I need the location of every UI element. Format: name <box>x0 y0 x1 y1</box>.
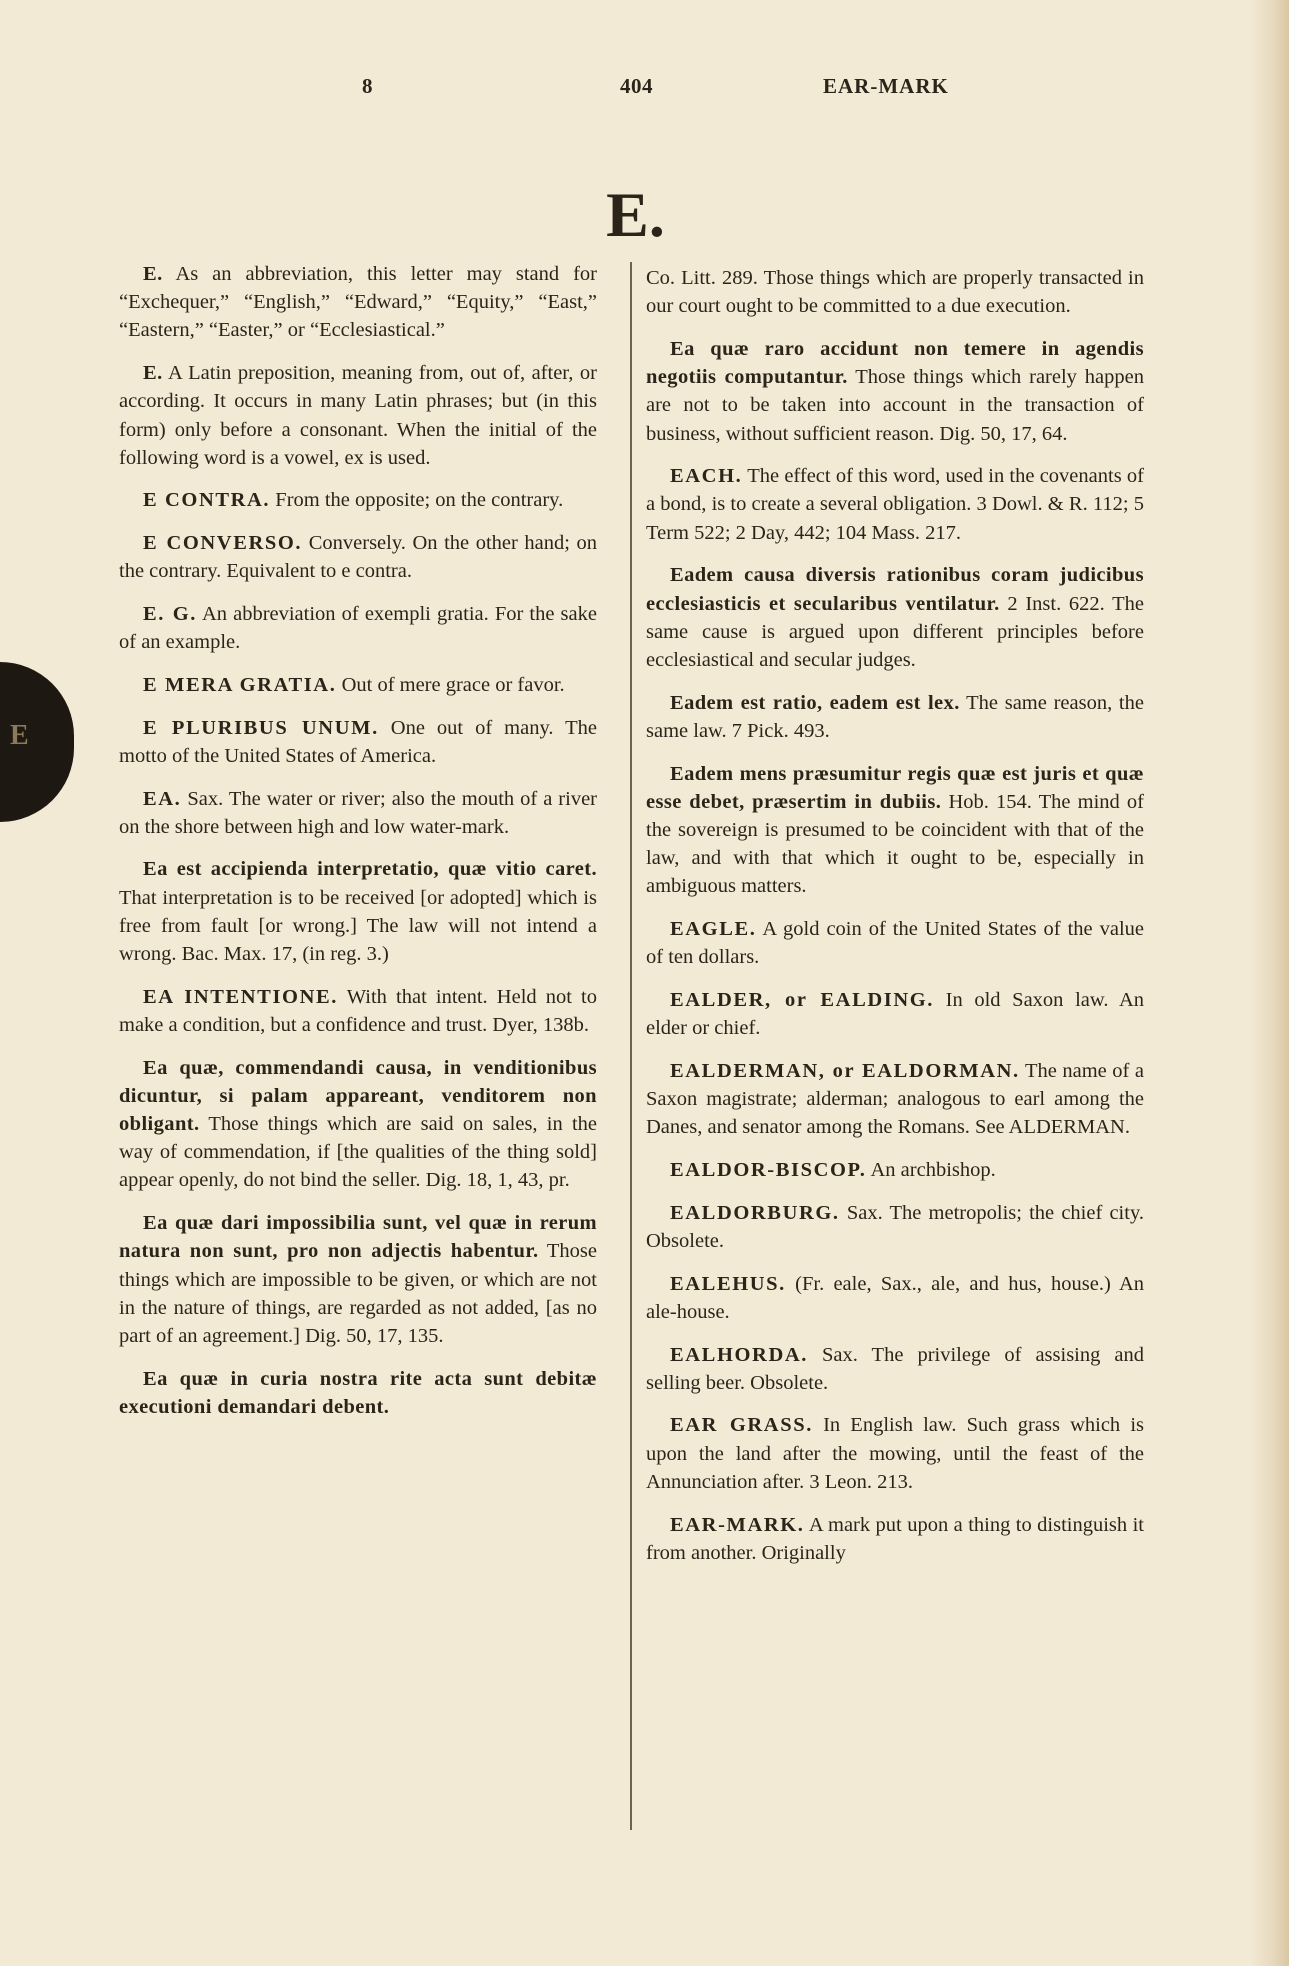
signature-mark: 8 <box>362 74 373 98</box>
dictionary-entry <box>119 1209 597 1350</box>
dictionary-entry <box>119 855 597 968</box>
entry-definition: The effect of this word, used in the covenants of a bond, is to create a several obligation. 3 Dowl. & R. 112; 5 Term 522; 2 Day, 442; 104 Mass. 217. <box>646 465 1144 544</box>
dictionary-entry <box>119 1365 597 1421</box>
entry-headword: EACH. <box>670 465 743 488</box>
dictionary-entry <box>646 1341 1144 1397</box>
entry-definition: An archbishop. <box>870 1158 996 1181</box>
dictionary-entry <box>646 1511 1144 1567</box>
entry-headword: EALHORDA. <box>670 1343 808 1366</box>
entry-definition: Those things which are said on sales, in the way of commendation, if [the qualities of the thing sold] appear openly, do not bind the seller. Dig. 18, 1, 43, pr. <box>119 1113 597 1192</box>
entry-headword: EALDOR-BISCOP. <box>670 1158 867 1181</box>
dictionary-entry <box>646 1270 1144 1326</box>
entry-headword: EALDER, or EALDING. <box>670 988 935 1011</box>
dictionary-entry <box>119 529 597 585</box>
thumb-index-tab[interactable] <box>0 662 74 822</box>
dictionary-entry <box>646 335 1144 448</box>
left-column <box>119 260 597 1436</box>
entry-definition: The name of a Saxon magistrate; alderman; analogous to earl among the Danes, and senator among the Romans. See ALDERMAN. <box>646 1059 1144 1139</box>
guide-word: EAR-MARK <box>823 74 949 98</box>
dictionary-entry <box>646 986 1144 1042</box>
entry-definition: (Fr. eale, Sax., ale, and hus, house.) An ale-house. <box>646 1272 1144 1323</box>
entry-definition: Sax. The water or river; also the mouth of a river on the shore between high and low water-mark. <box>119 787 598 838</box>
dictionary-entry <box>119 983 597 1039</box>
dictionary-entry <box>119 714 597 770</box>
entry-definition: Co. Litt. 289. Those things which are properly transacted in our court ought to be committed to a due execution. <box>646 267 1144 318</box>
entry-headword: Ea quæ raro accidunt non temere in agendis negotiis computantur. <box>646 337 1144 389</box>
entry-definition: Sax. The metropolis; the chief city. Obsolete. <box>646 1201 1144 1252</box>
entry-headword: Ea quæ dari impossibilia sunt, vel quæ in rerum natura non sunt, pro non adjectis habentur. <box>119 1212 597 1263</box>
entry-headword: E. <box>143 362 163 385</box>
page-edge <box>1249 0 1289 1966</box>
entry-definition: An abbreviation of exempli gratia. For the sake of an example. <box>119 603 597 654</box>
dictionary-entry <box>646 915 1144 971</box>
dictionary-entry <box>119 671 597 699</box>
entry-headword: E CONVERSO. <box>143 532 303 555</box>
entry-headword: Ea quæ, commendandi causa, in venditionibus dicuntur, si palam appareant, venditorem non obligant. <box>119 1056 597 1136</box>
entry-definition: A Latin preposition, meaning from, out of, after, or according. It occurs in many Latin phrases; but (in this form) only before a consonant. When the initial of the following word is a vowel, ex is used. <box>119 362 597 469</box>
dictionary-entry <box>119 1054 597 1195</box>
entry-definition: With that intent. Held not to make a condition, but a confidence and trust. Dyer, 138b. <box>119 985 597 1036</box>
entry-headword: EAR GRASS. <box>670 1414 813 1437</box>
entry-definition: One out of many. The motto of the United States of America. <box>119 716 598 767</box>
dictionary-entry <box>646 1156 1144 1184</box>
dictionary-entry <box>646 689 1144 745</box>
entry-definition: A mark put upon a thing to distinguish it from another. Originally <box>646 1513 1144 1564</box>
dictionary-entry <box>119 600 597 656</box>
dictionary-entry <box>119 486 597 514</box>
section-letter <box>0 178 1289 252</box>
dictionary-entry <box>646 1411 1144 1496</box>
entry-definition: Hob. 154. The mind of the sovereign is presumed to be coincident with that of the law, and with that which it ought to be, especially in ambiguous matters. <box>646 790 1145 898</box>
entry-headword: Ea est accipienda interpretatio, quæ vitio caret. <box>143 858 597 881</box>
entry-definition: In English law. Such grass which is upon the land after the mowing, until the feast of the Annunciation after. 3 Leon. 213. <box>646 1414 1145 1493</box>
entry-definition: 2 Inst. 622. The same cause is argued upon different principles before ecclesiastical and secular judges. <box>646 592 1144 671</box>
entry-definition: Those things which rarely happen are not to be taken into account in the transaction of business, without sufficient reason. Dig. 50, 17, 64. <box>646 366 1144 445</box>
right-column <box>646 264 1144 1581</box>
entry-headword: EALDERMAN, or EALDORMAN. <box>670 1059 1020 1082</box>
entry-definition: The same reason, the same law. 7 Pick. 493. <box>646 691 1144 742</box>
entry-headword: E. G. <box>143 603 197 626</box>
entry-headword: E. <box>143 263 163 285</box>
entry-definition: A gold coin of the United States of the value of ten dollars. <box>646 918 1145 969</box>
section-letter-text: E. <box>606 179 665 250</box>
entry-definition: From the opposite; on the contrary. <box>275 489 564 512</box>
entry-headword: E PLURIBUS UNUM. <box>143 716 379 739</box>
entry-headword: Eadem mens præsumitur regis quæ est juris et quæ esse debet, præsertim in dubiis. <box>646 762 1144 813</box>
entry-definition: As an abbreviation, this letter may stand for “Exchequer,” “English,” “Edward,” “Equity,” “East,” “Eastern,” “Easter,” or “Ecclesiastical.” <box>119 263 597 342</box>
entry-definition: Those things which are impossible to be given, or which are not in the nature of things, are regarded as not added, [as no part of an agreement.] Dig. 50, 17, 135. <box>119 1240 597 1347</box>
entry-headword: Ea quæ in curia nostra rite acta sunt debitæ executioni demandari debent. <box>119 1367 597 1418</box>
entry-definition: That interpretation is to be received [or adopted] which is free from fault [or wrong.] The law will not intend a wrong. Bac. Max. 17, (in reg. 3.) <box>119 886 597 966</box>
dictionary-entry <box>119 785 597 841</box>
entry-definition: Out of mere grace or favor. <box>341 673 565 696</box>
dictionary-entry <box>119 359 597 472</box>
entry-headword: EA INTENTIONE. <box>143 985 338 1008</box>
entry-definition: In old Saxon law. An elder or chief. <box>646 988 1145 1040</box>
dictionary-entry <box>119 260 597 345</box>
thumb-tab-letter: E <box>10 720 29 751</box>
dictionary-entry <box>646 760 1144 901</box>
entry-headword: Eadem est ratio, eadem est lex. <box>670 691 960 714</box>
entry-headword: EA. <box>143 787 182 810</box>
entry-headword: EALEHUS. <box>670 1272 786 1295</box>
entry-headword: EAR-MARK. <box>670 1513 805 1536</box>
page-number: 404 <box>620 74 653 98</box>
entry-headword: EAGLE. <box>670 918 757 941</box>
entry-headword: EALDORBURG. <box>670 1201 840 1224</box>
dictionary-entry <box>646 1057 1144 1142</box>
entry-headword: E MERA GRATIA. <box>143 673 337 696</box>
dictionary-entry <box>646 561 1144 674</box>
entry-headword: E CONTRA. <box>143 489 271 512</box>
dictionary-entry <box>646 462 1144 547</box>
column-divider <box>630 262 632 1830</box>
dictionary-entry <box>646 1199 1144 1255</box>
dictionary-entry <box>646 264 1144 320</box>
entry-definition: Sax. The privilege of assising and selling beer. Obsolete. <box>646 1343 1144 1394</box>
entry-definition: Conversely. On the other hand; on the contrary. Equivalent to e contra. <box>119 532 597 583</box>
entry-headword: Eadem causa diversis rationibus coram judicibus ecclesiasticis et secularibus ventilatur. <box>646 564 1144 615</box>
running-header <box>0 74 1289 108</box>
